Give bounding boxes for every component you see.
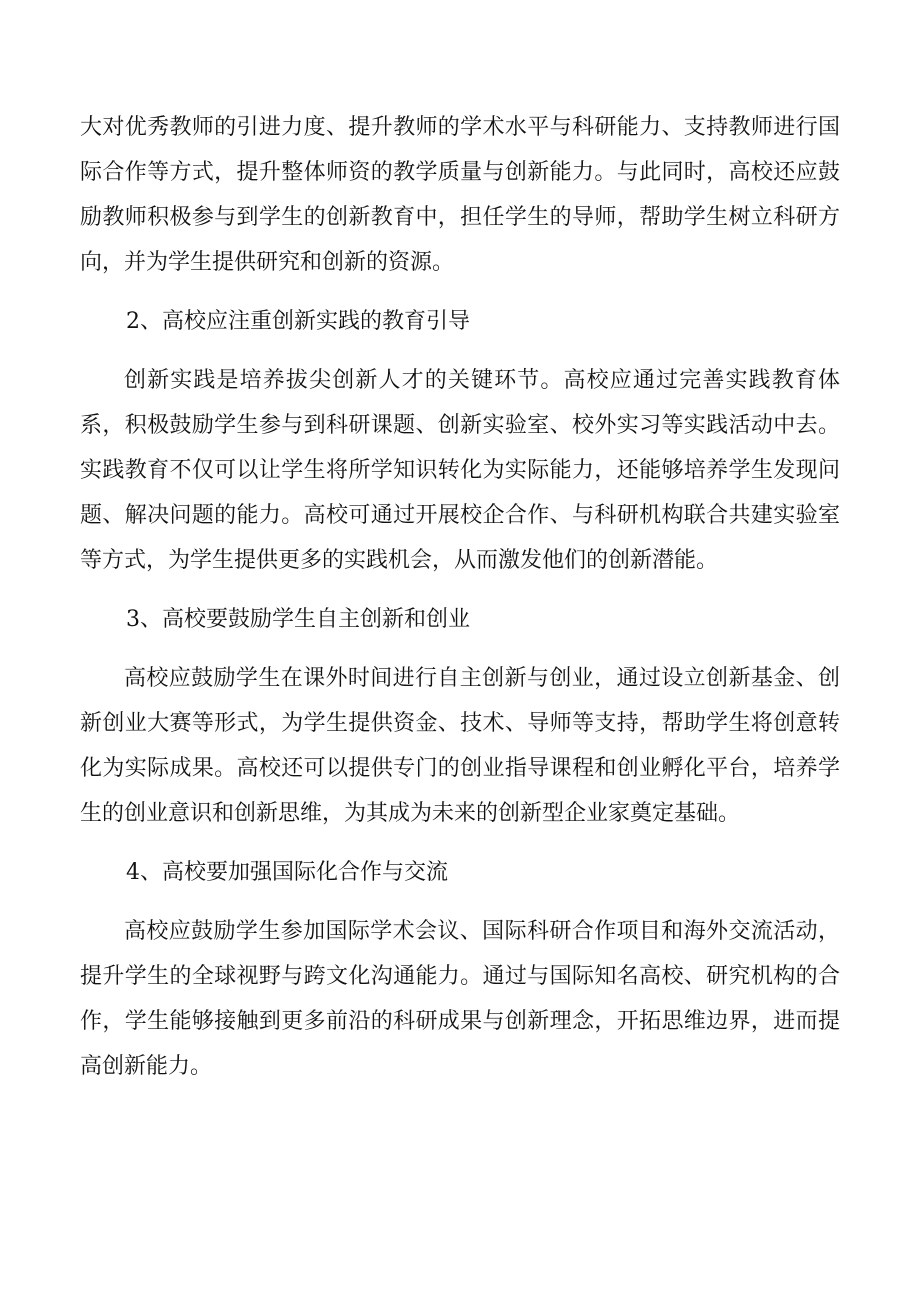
heading-international-cooperation: 4、高校要加强国际化合作与交流 <box>126 860 448 885</box>
paragraph-innovation-practice: 创新实践是培养拔尖创新人才的关键环节。高校应通过完善实践教育体系，积极鼓励学生参与到科研课题、创新实验室、校外实习等实践活动中去。实践教育不仅可以让学生将所学知识转化为实际能力，还能够培养学生发现问题、解决问题的能力。高校可通过开展校企合作、与科研机构联合共建实验室等方式，为学生提供更多的实践机会，从而激发他们的创新潜能。 <box>80 368 840 573</box>
paragraph-entrepreneurship: 高校应鼓励学生在课外时间进行自主创新与创业，通过设立创新基金、创新创业大赛等形式，为学生提供资金、技术、导师等支持，帮助学生将创意转化为实际成果。高校还可以提供专门的创业指导课程和创业孵化平台，培养学生的创业意识和创新思维，为其成为未来的创新型企业家奠定基础。 <box>80 666 840 826</box>
document-body <box>80 105 840 1089</box>
heading-entrepreneurship: 3、高校要鼓励学生自主创新和创业 <box>126 607 470 632</box>
paragraph-continued-faculty: 大对优秀教师的引进力度、提升教师的学术水平与科研能力、支持教师进行国际合作等方式，提升整体师资的教学质量与创新能力。与此同时，高校还应鼓励教师积极参与到学生的创新教育中，担任学生的导师，帮助学生树立科研方向，并为学生提供研究和创新的资源。 <box>80 115 840 275</box>
heading-innovation-practice: 2、高校应注重创新实践的教育引导 <box>126 309 470 334</box>
paragraph-international-cooperation: 高校应鼓励学生参加国际学术会议、国际科研合作项目和海外交流活动，提升学生的全球视野与跨文化沟通能力。通过与国际知名高校、研究机构的合作，学生能够接触到更多前沿的科研成果与创新理念，开拓思维边界，进而提高创新能力。 <box>80 919 840 1079</box>
